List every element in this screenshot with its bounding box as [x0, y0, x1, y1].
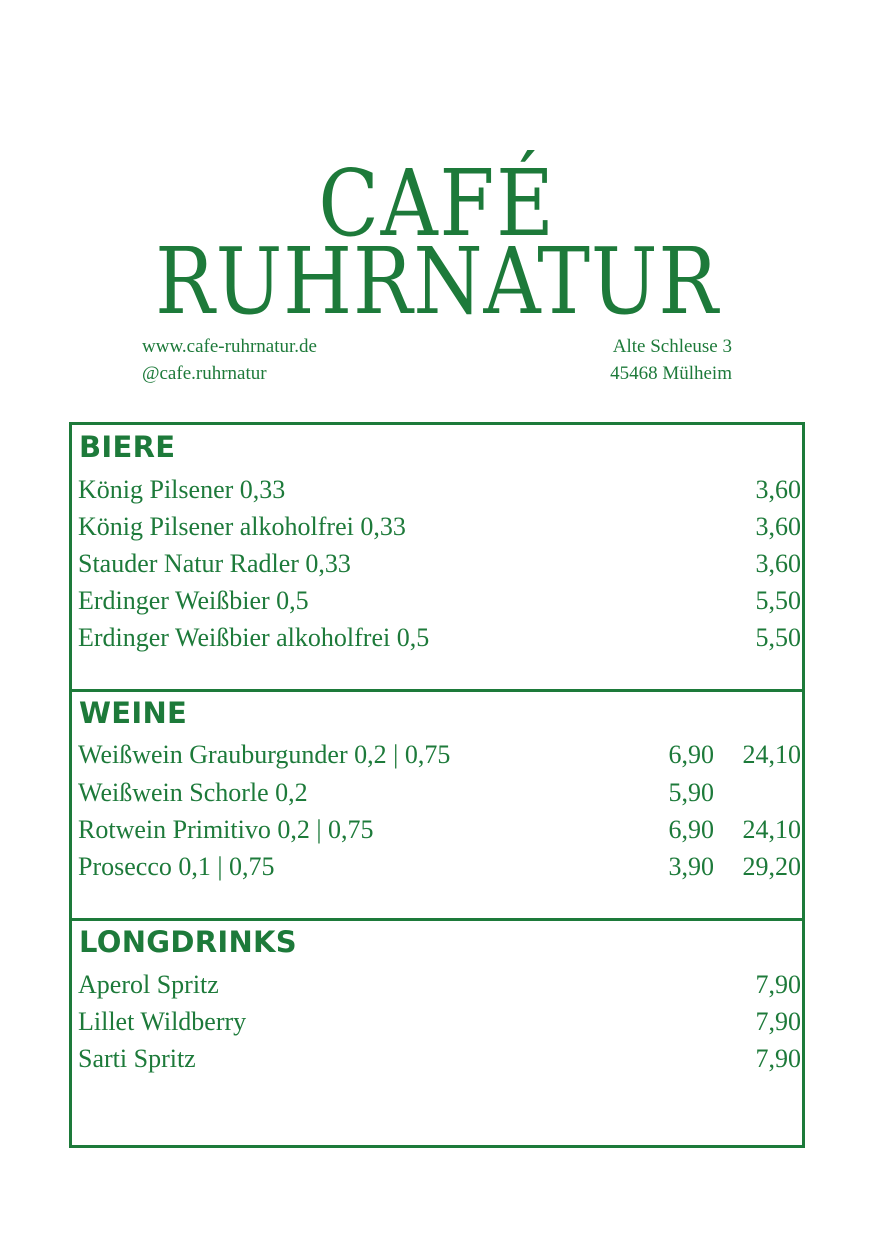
section-divider [72, 918, 802, 921]
logo-title-line2: RUHRNATUR [155, 228, 719, 335]
item-price: 3,60 [755, 512, 801, 541]
item-price-glass: 6,90 [668, 815, 714, 844]
item-price: 5,50 [755, 623, 801, 652]
section-divider [72, 689, 802, 692]
menu-item [78, 966, 802, 1003]
item-name: Erdinger Weißbier alkoholfrei 0,5 [78, 623, 430, 652]
menu-item [78, 848, 802, 885]
menu-item [78, 471, 802, 508]
item-name: König Pilsener alkoholfrei 0,33 [78, 512, 406, 541]
item-price: 5,50 [755, 586, 801, 615]
item-name: König Pilsener 0,33 [78, 475, 286, 504]
item-price: 7,90 [755, 1007, 801, 1036]
city-address: 45468 Mülheim [610, 363, 732, 384]
website-link[interactable]: www.cafe-ruhrnatur.de [142, 336, 317, 357]
menu-item [78, 582, 802, 619]
item-price-bottle: 24,10 [742, 740, 801, 769]
section-title-weine: WEINE [79, 696, 188, 730]
menu-item [78, 545, 802, 582]
section-title-longdrinks: LONGDRINKS [79, 925, 297, 959]
item-name: Rotwein Primitivo 0,2 | 0,75 [78, 815, 374, 844]
item-name: Weißwein Schorle 0,2 [78, 778, 308, 807]
menu-item [78, 811, 802, 848]
item-name: Prosecco 0,1 | 0,75 [78, 852, 275, 881]
instagram-handle[interactable]: @cafe.ruhrnatur [142, 363, 267, 384]
contact-online [142, 333, 317, 387]
item-price: 3,60 [755, 549, 801, 578]
item-price-bottle: 24,10 [742, 815, 801, 844]
item-name: Lillet Wildberry [78, 1007, 247, 1036]
logo-title-line1: CAFÉ [318, 150, 556, 257]
menu-item [78, 619, 802, 656]
item-name: Stauder Natur Radler 0,33 [78, 549, 351, 578]
item-price-glass: 3,90 [668, 852, 714, 881]
item-name: Aperol Spritz [78, 970, 219, 999]
contact-address [610, 333, 732, 387]
item-price-glass: 5,90 [668, 778, 714, 807]
item-name: Weißwein Grauburgunder 0,2 | 0,75 [78, 740, 451, 769]
item-price: 7,90 [755, 970, 801, 999]
item-price-glass: 6,90 [668, 740, 714, 769]
item-price: 7,90 [755, 1044, 801, 1073]
menu-item [78, 1003, 802, 1040]
item-price: 3,60 [755, 475, 801, 504]
menu-item [78, 774, 802, 811]
menu-item [78, 736, 802, 773]
item-price-bottle: 29,20 [742, 852, 801, 881]
menu-item [78, 508, 802, 545]
item-name: Sarti Spritz [78, 1044, 196, 1073]
drinks-menu [69, 422, 805, 1148]
item-name: Erdinger Weißbier 0,5 [78, 586, 309, 615]
section-title-biere: BIERE [79, 430, 176, 464]
menu-item [78, 1040, 802, 1077]
street-address: Alte Schleuse 3 [612, 336, 732, 357]
